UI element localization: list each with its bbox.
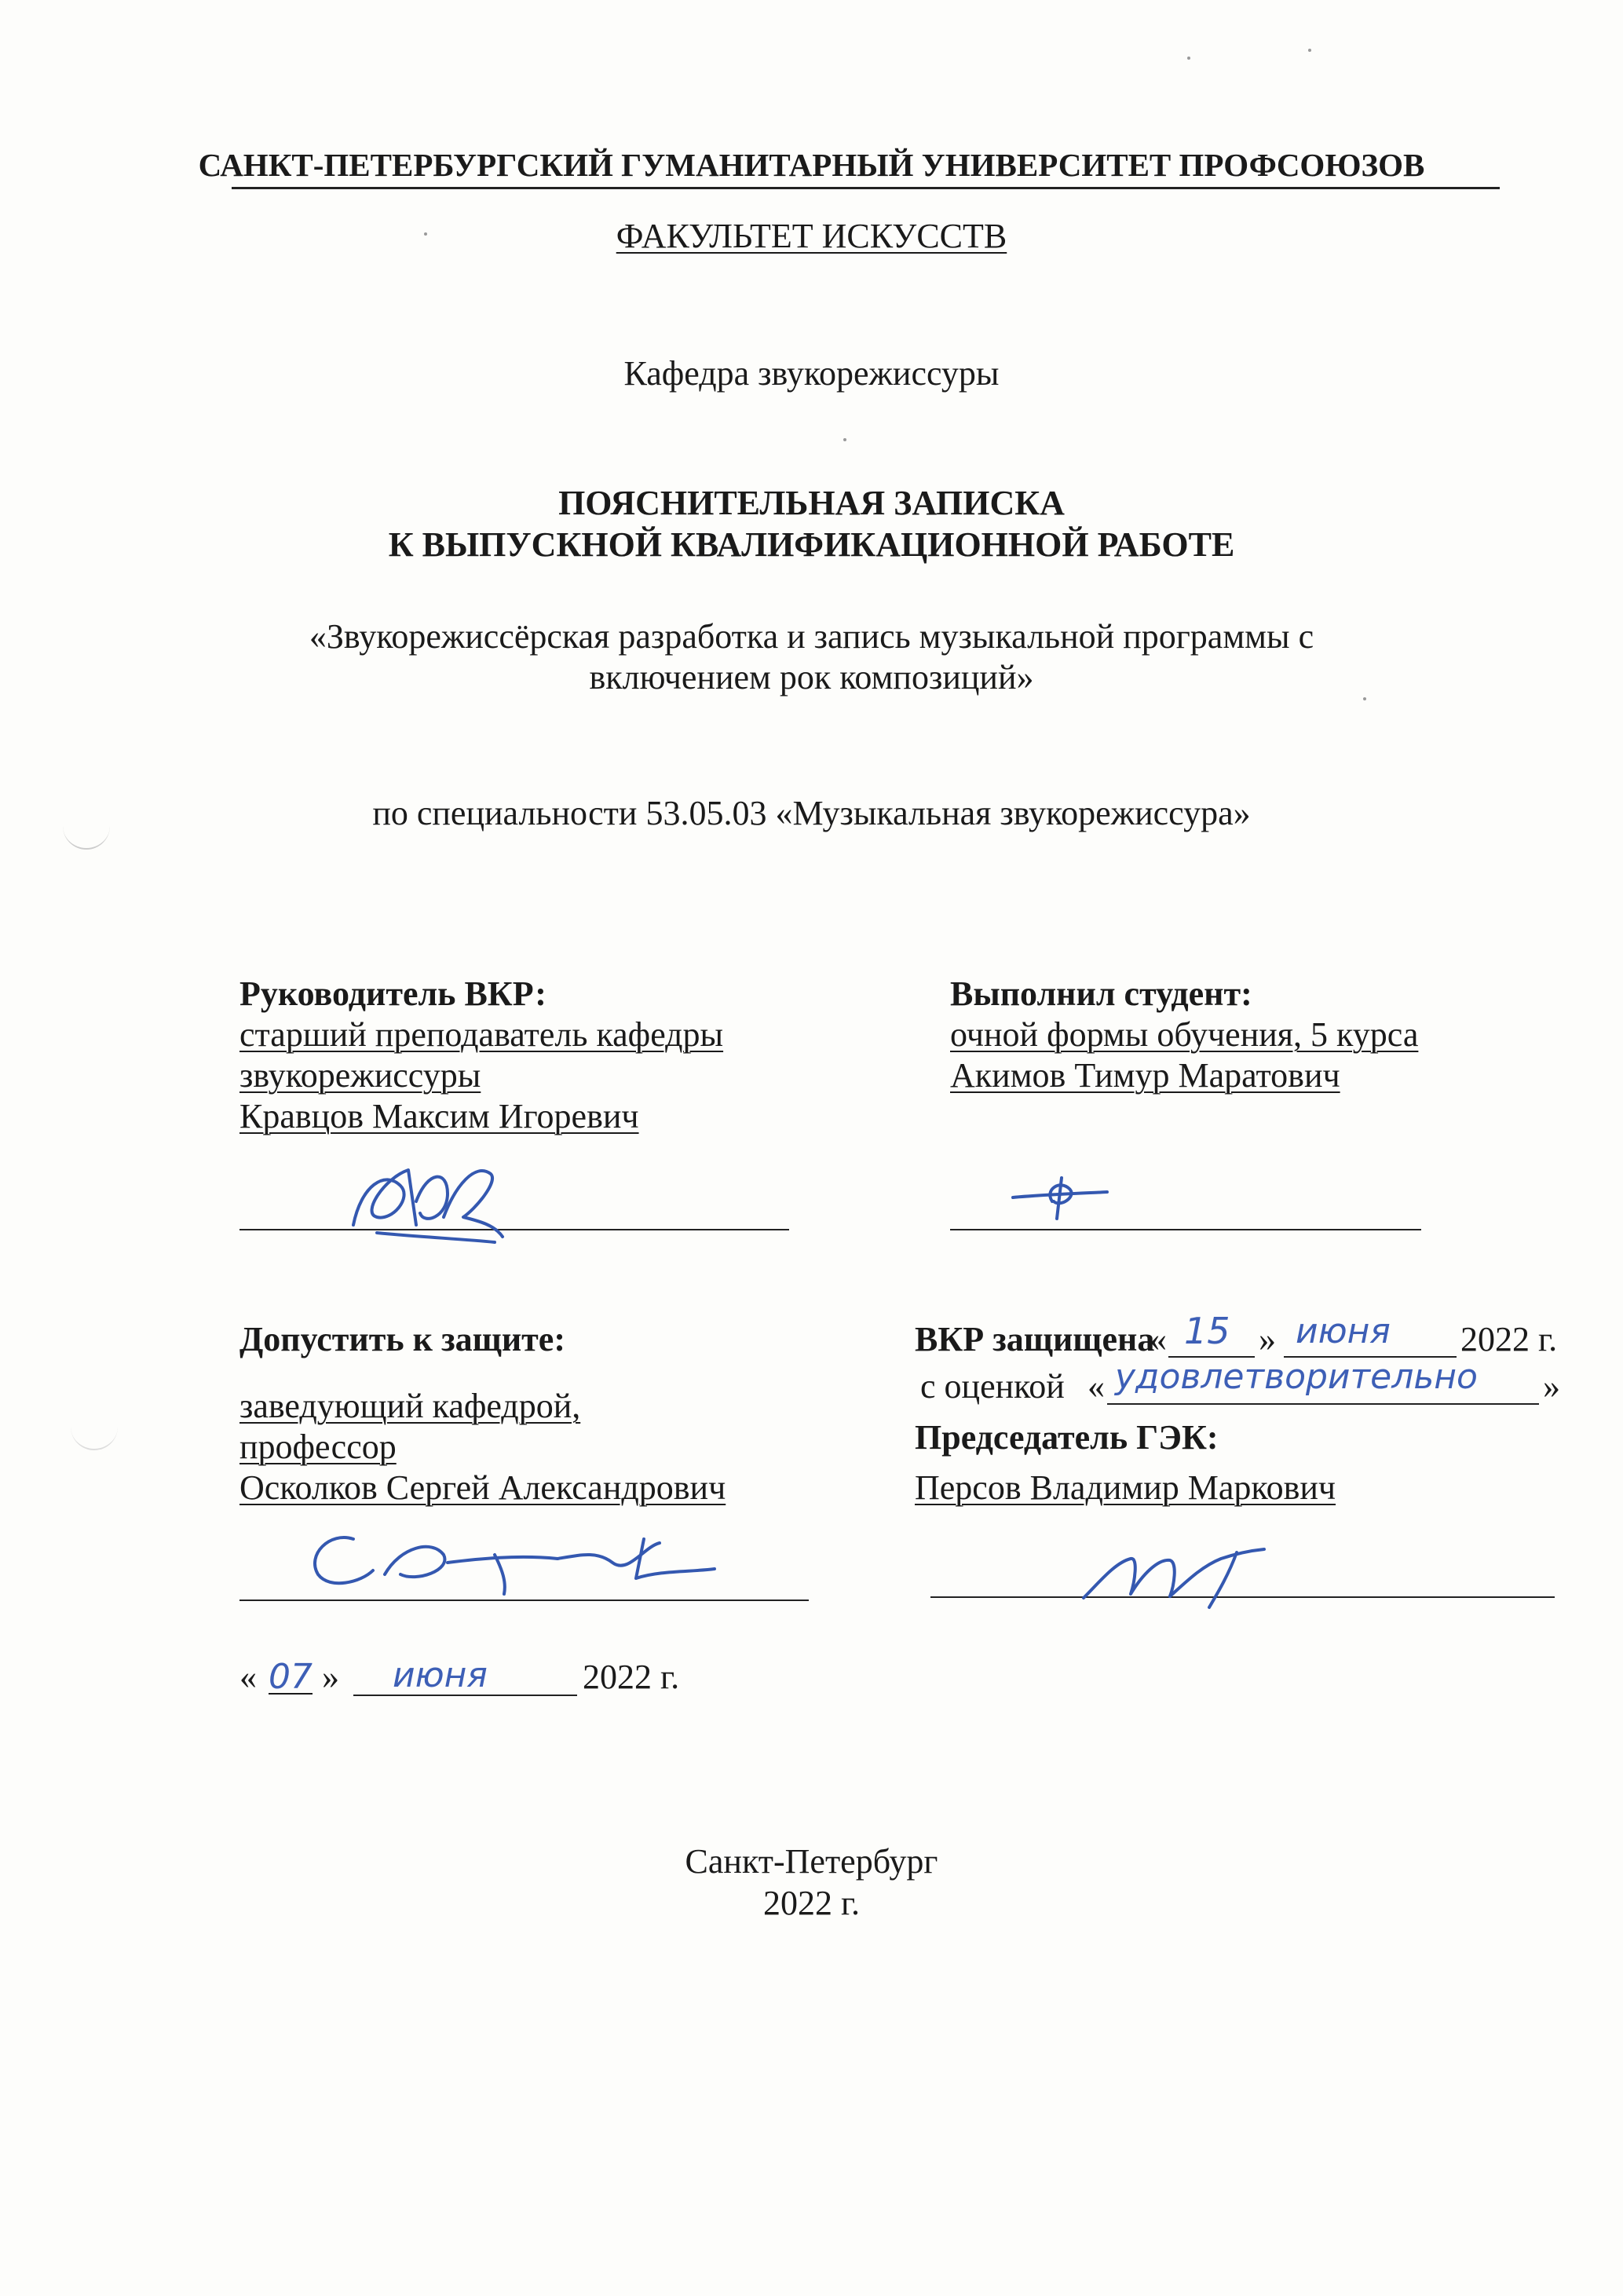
- admission-day: [259, 1657, 322, 1697]
- document-title-line1: ПОЯСНИТЕЛЬНАЯ ЗАПИСКА: [558, 484, 1065, 522]
- defense-grade-label: с оценкой: [920, 1367, 1065, 1406]
- admission-name: Осколков Сергей Александрович: [239, 1468, 726, 1507]
- student-signature-line: [950, 1229, 1421, 1230]
- punch-hole-mark: [71, 1417, 118, 1450]
- defense-year: 2022 г.: [1460, 1320, 1558, 1358]
- supervisor-position-line2: звукорежиссуры: [239, 1056, 481, 1095]
- specialty-line: по специальности 53.05.03 «Музыкальная звукорежиссура»: [372, 794, 1251, 832]
- chair-heading: Председатель ГЭК:: [915, 1418, 1219, 1457]
- admission-year: 2022 г.: [583, 1658, 680, 1696]
- document-title-line2: К ВЫПУСКНОЙ КВАЛИФИКАЦИОННОЙ РАБОТЕ: [388, 525, 1235, 564]
- supervisor-signature-image: [338, 1139, 510, 1249]
- footer-year: 2022 г.: [762, 1884, 861, 1922]
- supervisor-signature-line: [239, 1229, 789, 1230]
- supervisor-name: Кравцов Максим Игоревич: [239, 1097, 639, 1135]
- defense-grade-handwritten: удовлетворительно: [1115, 1357, 1478, 1397]
- supervisor-position-line1: старший преподаватель кафедры: [239, 1015, 724, 1054]
- admission-position-line2: профессор: [239, 1428, 397, 1466]
- footer-city: Санкт-Петербург: [685, 1842, 938, 1881]
- admission-heading: Допустить к защите:: [239, 1320, 565, 1358]
- scan-speck: [1308, 49, 1311, 52]
- defense-quote-open: «: [1150, 1320, 1167, 1358]
- university-underline: [232, 187, 1500, 189]
- student-info: очной формы обучения, 5 курса: [950, 1015, 1419, 1054]
- admission-day-handwritten: 07: [269, 1657, 313, 1697]
- scan-speck: [843, 438, 846, 441]
- defense-month-handwritten: июня: [1296, 1311, 1391, 1351]
- student-heading: Выполнил студент:: [950, 974, 1252, 1013]
- chair-signature-image: [1076, 1527, 1272, 1614]
- topic-line2: включением рок композиций»: [589, 658, 1034, 696]
- defense-grade-open: «: [1087, 1367, 1105, 1406]
- admission-month-handwritten: июня: [393, 1655, 488, 1695]
- scan-speck: [1187, 57, 1190, 60]
- admission-quote-open: «: [239, 1658, 257, 1696]
- admission-position-line1: заведующий кафедрой,: [239, 1387, 581, 1425]
- student-name: Акимов Тимур Маратович: [950, 1056, 1340, 1095]
- student-signature-image: [1005, 1170, 1115, 1225]
- defense-heading: ВКР защищена: [915, 1320, 1155, 1358]
- chair-name: Персов Владимир Маркович: [915, 1468, 1336, 1507]
- department-name: Кафедра звукорежиссуры: [623, 354, 1000, 393]
- defense-day-handwritten: 15: [1184, 1310, 1230, 1352]
- university-name: САНКТ-ПЕТЕРБУРГСКИЙ ГУМАНИТАРНЫЙ УНИВЕРСИТЕТ ПРОФСОЮЗОВ: [198, 147, 1425, 183]
- faculty-name: ФАКУЛЬТЕТ ИСКУССТВ: [616, 217, 1007, 255]
- admission-quote-close: »: [322, 1658, 339, 1696]
- defense-grade-close: »: [1543, 1367, 1560, 1406]
- scan-speck: [1363, 697, 1366, 700]
- defense-quote-close: »: [1259, 1320, 1276, 1358]
- defense-grade-line: [1107, 1403, 1539, 1405]
- admission-signature-image: [298, 1515, 738, 1602]
- supervisor-heading: Руководитель ВКР:: [239, 974, 546, 1013]
- topic-line1: «Звукорежиссёрская разработка и запись музыкальной программы с: [309, 617, 1314, 656]
